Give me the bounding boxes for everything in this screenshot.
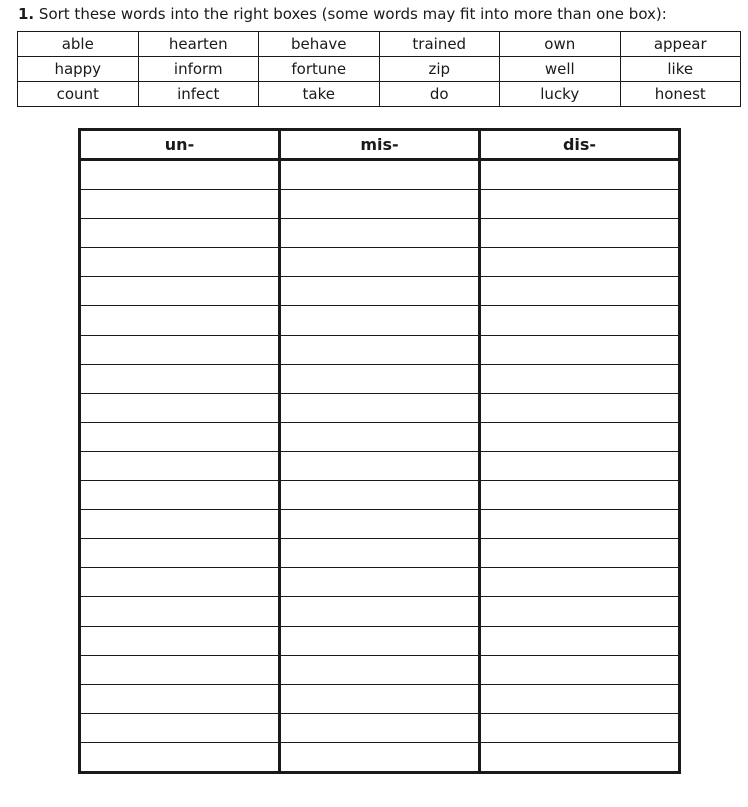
answer-cell[interactable] xyxy=(480,481,680,510)
answer-cell[interactable] xyxy=(80,248,280,277)
answer-cell[interactable] xyxy=(280,422,480,451)
answer-cell[interactable] xyxy=(280,306,480,335)
answer-cell[interactable] xyxy=(280,481,480,510)
answer-row xyxy=(80,451,680,480)
answer-cell[interactable] xyxy=(280,364,480,393)
answer-cell[interactable] xyxy=(80,451,280,480)
answer-cell[interactable] xyxy=(80,713,280,742)
answer-cell[interactable] xyxy=(480,568,680,597)
answer-row xyxy=(80,742,680,772)
answer-row xyxy=(80,626,680,655)
answer-cell[interactable] xyxy=(280,190,480,219)
answer-row xyxy=(80,422,680,451)
answer-row xyxy=(80,306,680,335)
word-bank-cell: lucky xyxy=(500,82,621,107)
column-header: dis- xyxy=(480,130,680,160)
word-bank-cell: able xyxy=(18,32,139,57)
column-header: mis- xyxy=(280,130,480,160)
answer-cell[interactable] xyxy=(480,219,680,248)
answer-cell[interactable] xyxy=(480,742,680,772)
answer-cell[interactable] xyxy=(80,219,280,248)
answer-cell[interactable] xyxy=(80,306,280,335)
word-bank-cell: hearten xyxy=(138,32,259,57)
answer-row xyxy=(80,364,680,393)
answer-cell[interactable] xyxy=(280,248,480,277)
answer-row xyxy=(80,393,680,422)
answer-row xyxy=(80,597,680,626)
answer-cell[interactable] xyxy=(280,626,480,655)
word-bank-row xyxy=(18,57,741,82)
answer-cell[interactable] xyxy=(80,190,280,219)
answer-cell[interactable] xyxy=(480,422,680,451)
word-bank-table xyxy=(17,31,741,107)
answer-cell[interactable] xyxy=(80,510,280,539)
answer-row xyxy=(80,277,680,306)
answer-row xyxy=(80,160,680,190)
word-bank-cell: zip xyxy=(379,57,500,82)
answer-row xyxy=(80,568,680,597)
answer-cell[interactable] xyxy=(480,160,680,190)
answer-cell[interactable] xyxy=(80,684,280,713)
answer-cell[interactable] xyxy=(280,277,480,306)
answer-cell[interactable] xyxy=(80,277,280,306)
answer-cell[interactable] xyxy=(280,451,480,480)
word-bank-cell: do xyxy=(379,82,500,107)
answer-cell[interactable] xyxy=(480,655,680,684)
answer-cell[interactable] xyxy=(480,335,680,364)
answer-cell[interactable] xyxy=(480,510,680,539)
answer-row xyxy=(80,539,680,568)
answer-row xyxy=(80,190,680,219)
answer-cell[interactable] xyxy=(280,568,480,597)
question-text: Sort these words into the right boxes (some words may fit into more than one box): xyxy=(38,5,667,23)
answer-cell[interactable] xyxy=(80,481,280,510)
answer-cell[interactable] xyxy=(280,713,480,742)
answer-cell[interactable] xyxy=(280,539,480,568)
answer-cell[interactable] xyxy=(80,568,280,597)
answer-row xyxy=(80,219,680,248)
word-bank-cell: take xyxy=(259,82,380,107)
answer-cell[interactable] xyxy=(480,393,680,422)
answer-cell[interactable] xyxy=(480,684,680,713)
answer-row xyxy=(80,510,680,539)
answer-cell[interactable] xyxy=(480,364,680,393)
answer-cell[interactable] xyxy=(480,539,680,568)
answer-cell[interactable] xyxy=(280,655,480,684)
column-header: un- xyxy=(80,130,280,160)
answer-row xyxy=(80,481,680,510)
word-bank-cell: infect xyxy=(138,82,259,107)
answer-cell[interactable] xyxy=(80,655,280,684)
answer-cell[interactable] xyxy=(480,248,680,277)
answer-cell[interactable] xyxy=(80,364,280,393)
word-bank-cell: fortune xyxy=(259,57,380,82)
word-bank-cell: well xyxy=(500,57,621,82)
answer-cell[interactable] xyxy=(80,539,280,568)
word-bank-cell: inform xyxy=(138,57,259,82)
answer-cell[interactable] xyxy=(280,597,480,626)
word-bank-row xyxy=(18,32,741,57)
answer-row xyxy=(80,335,680,364)
answer-cell[interactable] xyxy=(80,626,280,655)
answer-cell[interactable] xyxy=(80,393,280,422)
answer-cell[interactable] xyxy=(80,422,280,451)
answer-cell[interactable] xyxy=(480,190,680,219)
answer-cell[interactable] xyxy=(280,335,480,364)
answer-cell[interactable] xyxy=(280,160,480,190)
answer-cell[interactable] xyxy=(480,597,680,626)
answer-row xyxy=(80,655,680,684)
answer-row xyxy=(80,684,680,713)
sort-table xyxy=(78,128,681,774)
answer-cell[interactable] xyxy=(80,742,280,772)
answer-cell[interactable] xyxy=(280,684,480,713)
answer-cell[interactable] xyxy=(80,597,280,626)
word-bank-cell: like xyxy=(620,57,741,82)
word-bank-cell: appear xyxy=(620,32,741,57)
answer-cell[interactable] xyxy=(480,277,680,306)
word-bank-cell: honest xyxy=(620,82,741,107)
question-number: 1. xyxy=(18,5,35,23)
word-bank-cell: trained xyxy=(379,32,500,57)
word-bank-cell: happy xyxy=(18,57,139,82)
word-bank-cell: count xyxy=(18,82,139,107)
answer-cell[interactable] xyxy=(480,626,680,655)
answer-cell[interactable] xyxy=(80,335,280,364)
answer-cell[interactable] xyxy=(480,451,680,480)
word-bank-cell: own xyxy=(500,32,621,57)
answer-cell[interactable] xyxy=(280,742,480,772)
question-prompt xyxy=(18,4,667,24)
answer-row xyxy=(80,713,680,742)
answer-row xyxy=(80,248,680,277)
answer-cell[interactable] xyxy=(280,510,480,539)
answer-cell[interactable] xyxy=(280,219,480,248)
answer-cell[interactable] xyxy=(80,160,280,190)
word-bank-cell: behave xyxy=(259,32,380,57)
answer-cell[interactable] xyxy=(280,393,480,422)
answer-cell[interactable] xyxy=(480,306,680,335)
answer-cell[interactable] xyxy=(480,713,680,742)
word-bank-row xyxy=(18,82,741,107)
